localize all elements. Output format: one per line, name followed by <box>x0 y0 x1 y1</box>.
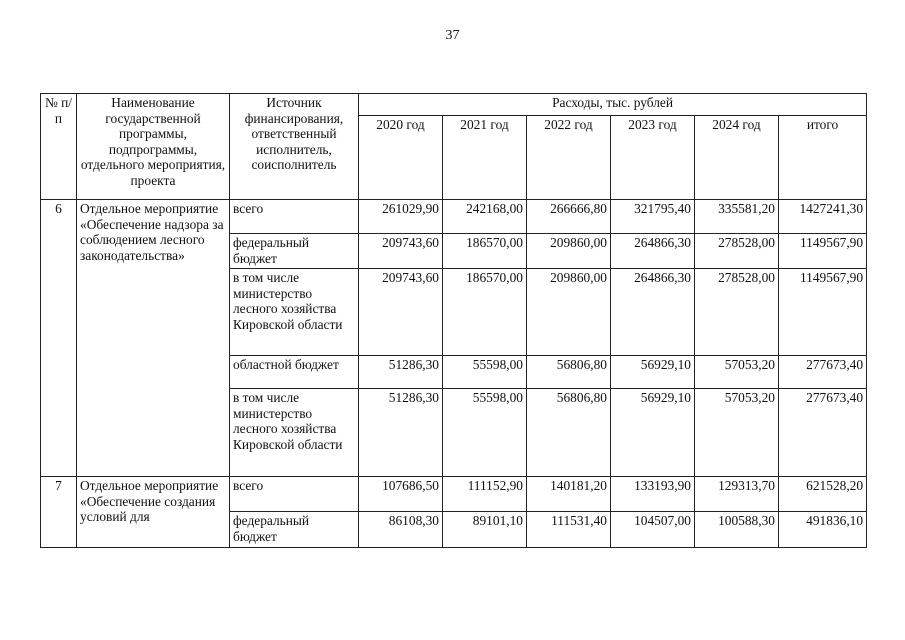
cell-2023: 264866,30 <box>611 269 695 356</box>
cell-2021: 242168,00 <box>443 200 527 234</box>
cell-2020: 209743,60 <box>359 269 443 356</box>
cell-2021: 55598,00 <box>443 389 527 477</box>
table-row <box>41 200 867 234</box>
cell-2023: 264866,30 <box>611 234 695 269</box>
row-source: в том числе министерство лесного хозяйства Кировской области <box>230 389 359 477</box>
cell-2022: 111531,40 <box>527 512 611 548</box>
row-source: федеральный бюджет <box>230 512 359 548</box>
header-total: итого <box>779 116 867 200</box>
cell-total: 491836,10 <box>779 512 867 548</box>
row-num: 7 <box>41 477 77 548</box>
row-name: Отдельное мероприятие «Обеспечение надзора за соблюдением лесного законодательства» <box>77 200 230 477</box>
cell-2022: 56806,80 <box>527 389 611 477</box>
row-name: Отдельное мероприятие «Обеспечение создания условий для <box>77 477 230 548</box>
header-year-2020: 2020 год <box>359 116 443 200</box>
cell-2023: 133193,90 <box>611 477 695 512</box>
cell-2022: 209860,00 <box>527 269 611 356</box>
cell-total: 1149567,90 <box>779 234 867 269</box>
header-source: Источник финансирования, ответственный исполнитель, соисполнитель <box>230 94 359 200</box>
cell-2021: 89101,10 <box>443 512 527 548</box>
row-source: всего <box>230 477 359 512</box>
cell-2024: 278528,00 <box>695 234 779 269</box>
cell-2023: 104507,00 <box>611 512 695 548</box>
header-year-2021: 2021 год <box>443 116 527 200</box>
row-source: всего <box>230 200 359 234</box>
cell-2024: 278528,00 <box>695 269 779 356</box>
cell-total: 1427241,30 <box>779 200 867 234</box>
cell-2023: 56929,10 <box>611 389 695 477</box>
header-year-2024: 2024 год <box>695 116 779 200</box>
cell-total: 621528,20 <box>779 477 867 512</box>
cell-2021: 186570,00 <box>443 234 527 269</box>
header-expenses: Расходы, тыс. рублей <box>359 94 867 116</box>
cell-2020: 51286,30 <box>359 389 443 477</box>
cell-total: 277673,40 <box>779 356 867 389</box>
cell-2024: 57053,20 <box>695 356 779 389</box>
row-source: областной бюджет <box>230 356 359 389</box>
cell-2020: 107686,50 <box>359 477 443 512</box>
cell-2024: 335581,20 <box>695 200 779 234</box>
cell-2021: 186570,00 <box>443 269 527 356</box>
cell-2023: 321795,40 <box>611 200 695 234</box>
cell-2024: 129313,70 <box>695 477 779 512</box>
cell-2021: 111152,90 <box>443 477 527 512</box>
header-year-2023: 2023 год <box>611 116 695 200</box>
cell-2022: 56806,80 <box>527 356 611 389</box>
cell-2020: 261029,90 <box>359 200 443 234</box>
cell-2022: 140181,20 <box>527 477 611 512</box>
row-source: в том числе министерство лесного хозяйства Кировской области <box>230 269 359 356</box>
cell-2020: 86108,30 <box>359 512 443 548</box>
cell-2022: 266666,80 <box>527 200 611 234</box>
table-row <box>41 477 867 512</box>
cell-2023: 56929,10 <box>611 356 695 389</box>
header-name: Наименование государственной программы, подпрограммы, отдельного мероприятия, проекта <box>77 94 230 200</box>
page-number: 37 <box>445 28 460 43</box>
row-source: федеральный бюджет <box>230 234 359 269</box>
cell-2022: 209860,00 <box>527 234 611 269</box>
cell-2020: 209743,60 <box>359 234 443 269</box>
cell-total: 1149567,90 <box>779 269 867 356</box>
cell-total: 277673,40 <box>779 389 867 477</box>
cell-2021: 55598,00 <box>443 356 527 389</box>
cell-2024: 57053,20 <box>695 389 779 477</box>
expenses-table <box>40 93 867 548</box>
cell-2024: 100588,30 <box>695 512 779 548</box>
cell-2020: 51286,30 <box>359 356 443 389</box>
header-num: № п/п <box>41 94 77 200</box>
header-year-2022: 2022 год <box>527 116 611 200</box>
row-num: 6 <box>41 200 77 477</box>
